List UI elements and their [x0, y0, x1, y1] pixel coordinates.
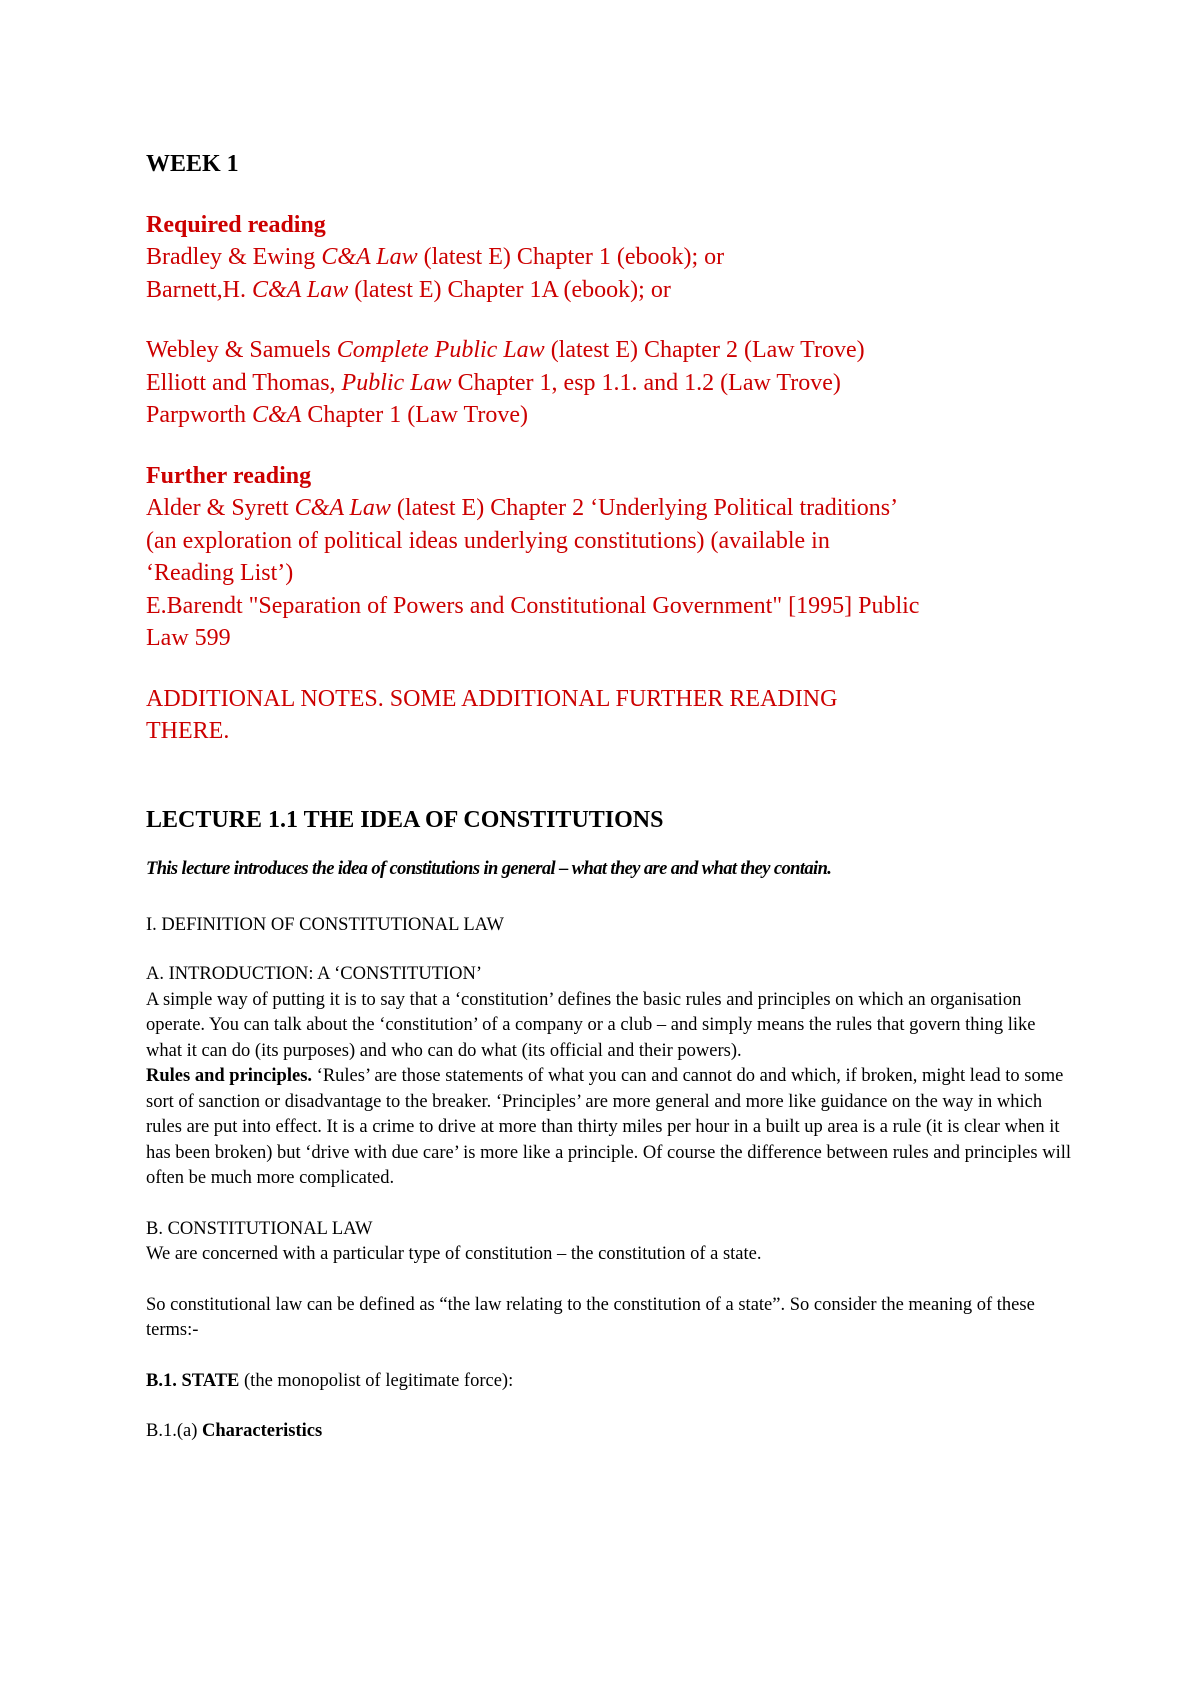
subsection-heading: B.1. STATE (the monopolist of legitimate force):: [146, 1370, 514, 1391]
subsection-heading: A. INTRODUCTION: A ‘CONSTITUTION’: [146, 964, 483, 984]
paragraph: So constitutional law can be defined as “the law relating to the constitution of a state”. So consider the meaning of these terms:-: [146, 1294, 1035, 1340]
reading-item-line: (an exploration of political ideas underlying constitutions) (available in: [146, 527, 830, 554]
section-heading: I. DEFINITION OF CONSTITUTIONAL LAW: [146, 914, 505, 935]
reading-item-line: Law 599: [146, 625, 231, 651]
paragraph: Rules and principles. ‘Rules’ are those statements of what you can and cannot do and which, if broken, might lead to some sort of sanction or disadvantage to the breaker. ‘Principles’ are more general and more like guidance on the way in which rules are put into effect. It is a crime to drive at more than thirty miles per hour in a built up area is a rule (it is clear when it has been broken) but ‘drive with due care’ is more like a principle. Of course the difference between rules and principles will often be much more complicated.: [146, 1066, 1071, 1188]
reading-item: Parpworth C&A Chapter 1 (Law Trove): [146, 402, 528, 428]
reading-item-line: ‘Reading List’): [146, 560, 294, 586]
additional-notes-line: ADDITIONAL NOTES. SOME ADDITIONAL FURTHER READING: [146, 685, 838, 712]
subsection-heading: B.1.(a) Characteristics: [146, 1421, 323, 1441]
paragraph: We are concerned with a particular type of constitution – the constitution of a state.: [146, 1244, 762, 1264]
additional-notes-line: THERE.: [146, 718, 230, 744]
reading-item-line: E.Barendt "Separation of Powers and Constitutional Government" [1995] Public: [146, 592, 920, 619]
further-reading-section: [146, 460, 1076, 655]
reading-item: Webley & Samuels Complete Public Law (latest E) Chapter 2 (Law Trove): [146, 337, 865, 363]
required-reading-section: [146, 209, 1076, 432]
reading-item: Alder & Syrett C&A Law (latest E) Chapter 2 ‘Underlying Political traditions’: [146, 495, 899, 521]
lecture-intro: This lecture introduces the idea of constitutions in general – what they are and what they contain.: [146, 859, 832, 879]
document-page: [146, 148, 1076, 1445]
paragraph: A simple way of putting it is to say that a ‘constitution’ defines the basic rules and principles on which an organisation operate. You can talk about the ‘constitution’ of a company or a club – and simply means the rules that govern thing like what it can do (its purposes) and who can do what (its official and their powers).: [146, 989, 1036, 1061]
additional-notes: [146, 683, 1076, 748]
reading-item: Barnett,H. C&A Law (latest E) Chapter 1A (ebook); or: [146, 276, 671, 303]
lecture-title: LECTURE 1.1 THE IDEA OF CONSTITUTIONS: [146, 806, 664, 833]
required-reading-heading: Required reading: [146, 211, 326, 238]
reading-item: Bradley & Ewing C&A Law (latest E) Chapter 1 (ebook); or: [146, 244, 725, 270]
further-reading-heading: Further reading: [146, 462, 312, 489]
reading-item: Elliott and Thomas, Public Law Chapter 1, esp 1.1. and 1.2 (Law Trove): [146, 369, 841, 396]
week-title: WEEK 1: [146, 151, 239, 177]
subsection-heading: B. CONSTITUTIONAL LAW: [146, 1218, 373, 1239]
